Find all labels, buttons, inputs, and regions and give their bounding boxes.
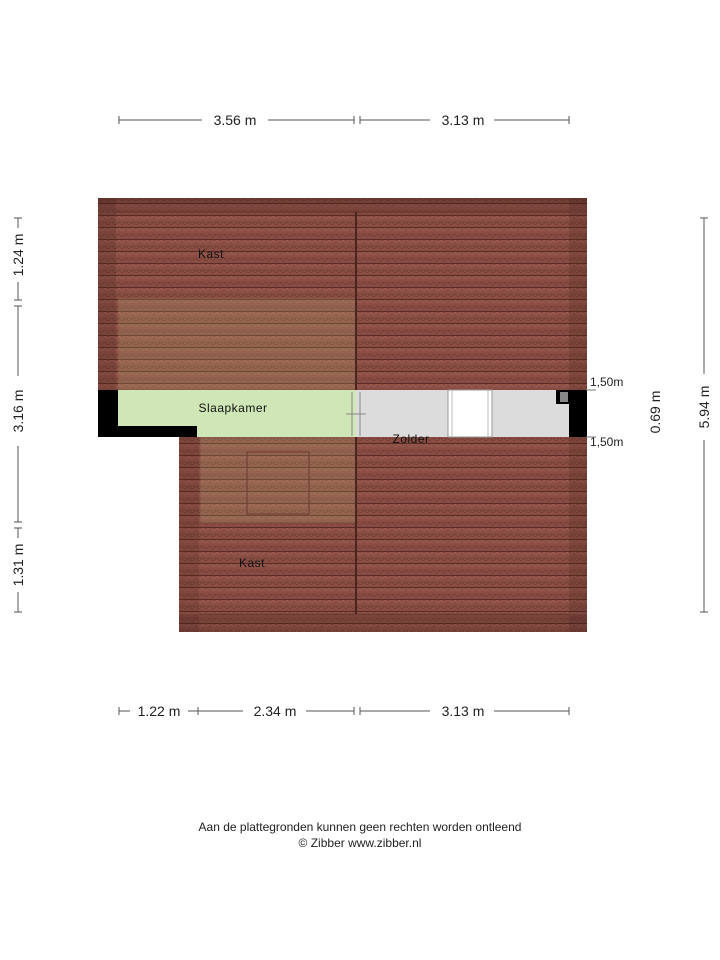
roof-edge-shade-lower-left	[179, 437, 199, 632]
height-label-bottom: 1,50m	[590, 435, 624, 449]
roof-edge-shade	[98, 198, 587, 218]
dimension-bottom	[119, 707, 569, 715]
room-label-zolder: Zolder	[392, 432, 430, 446]
height-label-top: 1,50m	[590, 375, 624, 389]
skylight-area-bottom	[200, 437, 356, 523]
roof-edge-shade-bottom	[179, 614, 587, 632]
dimension-top	[119, 116, 569, 124]
dim-left-middle: 3.16 m	[10, 389, 26, 433]
skylight-area-top	[118, 298, 356, 390]
room-label-slaapkamer: Slaapkamer	[198, 401, 268, 415]
footer-disclaimer: Aan de plattegronden kunnen geen rechten worden ontleend	[198, 820, 522, 834]
dim-left-top: 1.24 m	[10, 233, 26, 277]
dim-left-bottom: 1.31 m	[10, 543, 26, 587]
dim-bottom-middle: 2.34 m	[253, 703, 297, 719]
dim-right-outer: 5.94 m	[696, 385, 712, 429]
room-label-kast-top: Kast	[197, 247, 225, 261]
floor-strip	[98, 390, 587, 437]
dim-right-inner: 0.69 m	[647, 390, 663, 434]
dim-top-right: 3.13 m	[441, 112, 485, 128]
dim-bottom-right: 3.13 m	[441, 703, 485, 719]
dim-top-left: 3.56 m	[213, 112, 257, 128]
room-label-kast-bottom: Kast	[238, 556, 266, 570]
chimney	[560, 392, 568, 402]
stair-opening	[448, 390, 492, 437]
roof-edge-shade-left	[98, 198, 116, 390]
dim-bottom-left: 1.22 m	[137, 703, 181, 719]
footer-copyright: © Zibber www.zibber.nl	[298, 836, 422, 850]
